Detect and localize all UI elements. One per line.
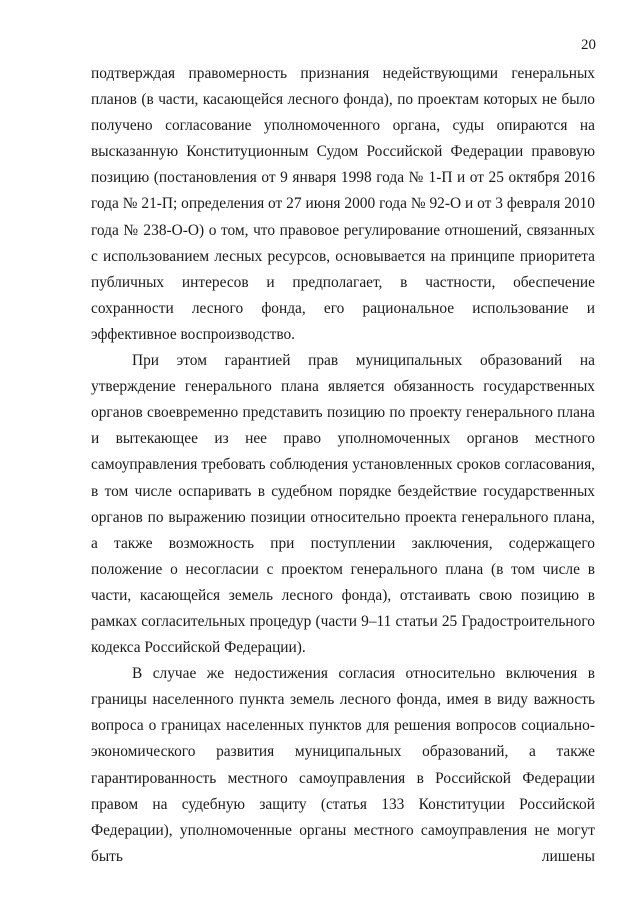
paragraph-guarantee: При этом гарантией прав муниципальных образований на утверждение генерального плана является обязанность государственных органов своевременно представить позицию по проекту генерального плана и вытекающее из нее право уполномоченных органов местного самоуправления требовать соблюдения установленных сроков согласования, в том числе оспаривать в судебном порядке бездействие государственных органов по выражению позиции относительно проекта генерального плана, а также возможность при поступлении заключения, содержащего положение о несогласии с проектом генерального плана (в том числе в части, касающейся земель лесного фонда), отстаивать свою позицию в рамках согласительных процедур (части 9–11 статьи 25 Градостроительного кодекса Российской Федерации). [91, 352, 595, 657]
document-body [91, 61, 595, 870]
page-number: 20 [581, 37, 596, 53]
paragraph-disagreement: В случае же недостижения согласия относительно включения в границы населенного пункта земель лесного фонда, имея в виду важность вопроса о границах населенных пунктов для решения вопросов социально-экономического развития муниципальных образований, а также гарантированность местного самоуправления в Российской Федерации правом на судебную защиту (статья 133 Конституции Российской Федерации), уполномоченные органы местного самоуправления не могут быть лишены [91, 665, 595, 865]
paragraph-continuation: подтверждая правомерность признания недействующими генеральных планов (в части, касающейся лесного фонда), по проектам которых не было получено согласование уполномоченного органа, суды опираются на высказанную Конституционным Судом Российской Федерации правовую позицию (постановления от 9 января 1998 года № 1-П и от 25 октября 2016 года № 21-П; определения от 27 июня 2000 года № 92-О и от 3 февраля 2010 года № 238-О-О) о том, что правовое регулирование отношений, связанных с использованием лесных ресурсов, основывается на принципе приоритета публичных интересов и предполагает, в частности, обеспечение сохранности лесного фонда, его рациональное использование и эффективное воспроизводство. [91, 65, 595, 343]
